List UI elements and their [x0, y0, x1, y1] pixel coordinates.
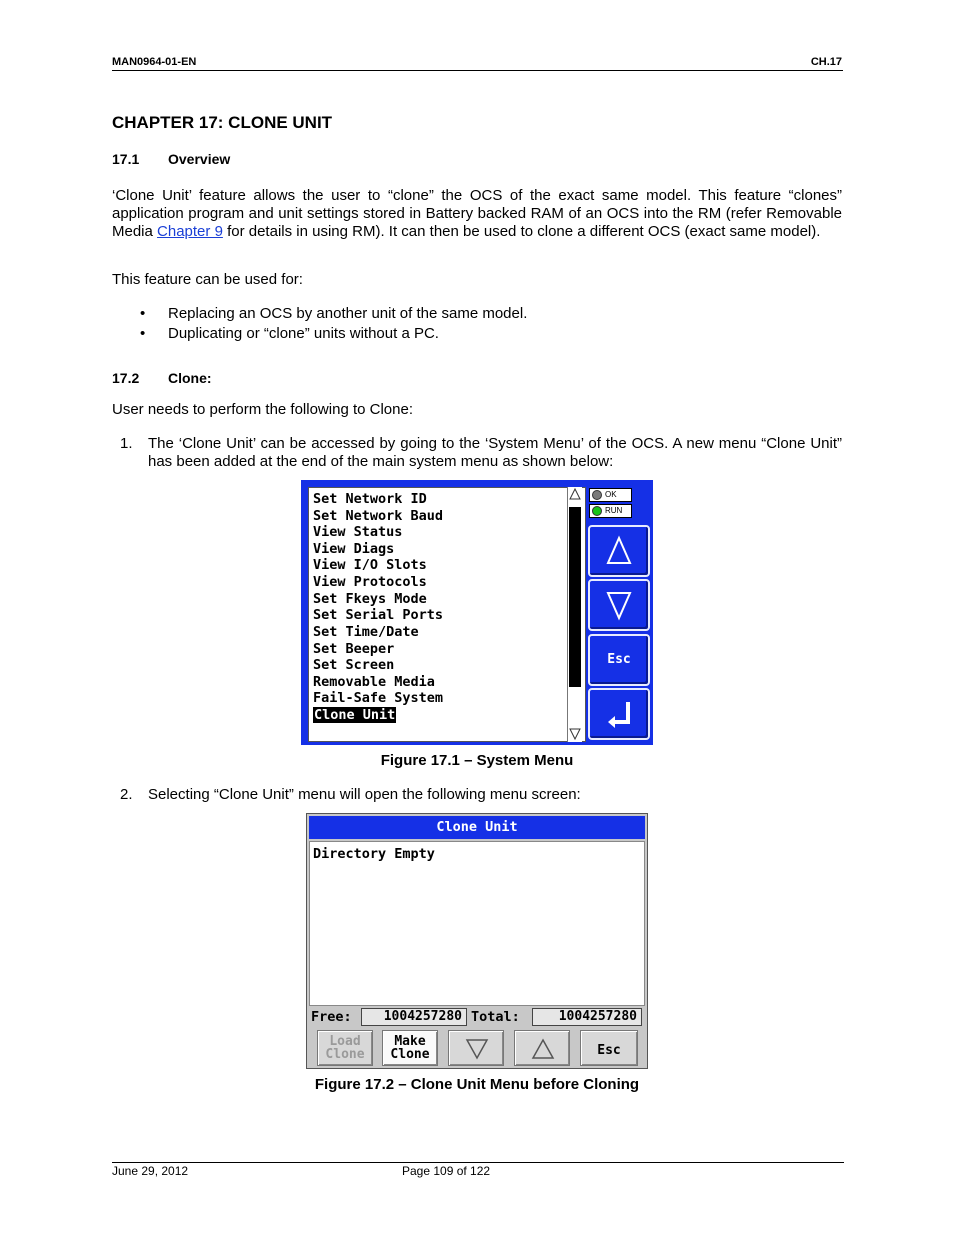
load-clone-line2: Clone — [325, 1047, 365, 1062]
step-number-2: 2. — [120, 786, 133, 803]
menu-item-view-status[interactable]: View Status — [313, 524, 403, 540]
overview-text-2: for details in using RM). It can then be used to clone a different OCS (exact same model). — [222, 223, 821, 240]
section-heading-overview — [112, 151, 230, 167]
menu-item-set-network-id[interactable]: Set Network ID — [313, 491, 427, 507]
directory-status: Directory Empty — [313, 846, 435, 862]
system-menu-figure — [301, 480, 653, 745]
enter-button[interactable] — [588, 688, 650, 740]
clone-esc-label: Esc — [597, 1043, 621, 1058]
menu-item-view-protocols[interactable]: View Protocols — [313, 574, 427, 590]
chapter-tag: CH.17 — [810, 56, 842, 68]
enter-icon — [590, 690, 648, 738]
doc-id: MAN0964-01-EN — [112, 56, 197, 68]
free-value: 1004257280 — [361, 1008, 467, 1026]
section-title: Clone: — [168, 370, 212, 386]
menu-item-set-beeper[interactable]: Set Beeper — [313, 641, 395, 657]
run-indicator — [589, 504, 632, 518]
clone-unit-title: Clone Unit — [309, 816, 645, 839]
ok-led-icon — [592, 490, 602, 500]
section-number: 17.1 — [112, 151, 140, 167]
figure-2-caption: Figure 17.2 – Clone Unit Menu before Cloning — [314, 1076, 640, 1093]
menu-item-clone-unit[interactable]: Clone Unit — [314, 707, 396, 723]
esc-button[interactable] — [588, 634, 650, 686]
footer-date: June 29, 2012 — [112, 1164, 189, 1178]
section-title: Overview — [168, 151, 231, 167]
load-clone-button[interactable] — [317, 1030, 373, 1066]
footer-rule — [112, 1162, 844, 1163]
make-clone-line1: Make — [394, 1034, 426, 1049]
menu-item-set-screen[interactable]: Set Screen — [313, 657, 395, 673]
bullet-dot: • — [140, 325, 146, 342]
make-clone-button[interactable] — [382, 1030, 438, 1066]
menu-item-set-network-baud[interactable]: Set Network Baud — [313, 508, 444, 524]
menu-item-view-diags[interactable]: View Diags — [313, 541, 395, 557]
bullet-list — [0, 305, 954, 345]
menu-item-set-fkeys-mode[interactable]: Set Fkeys Mode — [313, 591, 427, 607]
up-arrow-icon — [590, 527, 648, 575]
menu-item-removable-media[interactable]: Removable Media — [313, 674, 435, 690]
uses-intro: This feature can be used for: — [112, 271, 303, 288]
up-button[interactable] — [514, 1030, 570, 1066]
bullet-text: Duplicating or “clone” units without a PC. — [168, 325, 439, 342]
scroll-thumb[interactable] — [569, 507, 581, 687]
section-number: 17.2 — [112, 370, 140, 386]
run-label: RUN — [605, 506, 623, 515]
bullet-text: Replacing an OCS by another unit of the same model. — [168, 305, 528, 322]
footer-page-number: Page 109 of 122 — [402, 1164, 491, 1178]
menu-item-set-time-date[interactable]: Set Time/Date — [313, 624, 419, 640]
triangle-up-icon[interactable] — [568, 487, 582, 501]
load-clone-line1: Load — [329, 1034, 361, 1049]
clone-directory-panel — [309, 841, 645, 1006]
ok-indicator — [589, 488, 632, 502]
step-text-2: Selecting “Clone Unit” menu will open the following menu screen: — [148, 786, 581, 803]
step-number-1: 1. — [120, 435, 133, 452]
figure-1-caption: Figure 17.1 – System Menu — [380, 752, 574, 769]
list-item — [0, 305, 954, 325]
total-label: Total: — [471, 1009, 520, 1025]
menu-item-set-serial-ports[interactable]: Set Serial Ports — [313, 607, 444, 623]
down-arrow-button[interactable] — [588, 579, 650, 631]
down-button[interactable] — [448, 1030, 504, 1066]
bullet-dot: • — [140, 305, 146, 322]
esc-label: Esc — [607, 652, 631, 667]
section-heading-clone — [112, 370, 212, 386]
system-menu-list — [308, 487, 586, 742]
up-arrow-button[interactable] — [588, 525, 650, 577]
menu-item-view-io-slots[interactable]: View I/O Slots — [313, 557, 427, 573]
header-rule — [112, 70, 843, 71]
total-value: 1004257280 — [532, 1008, 642, 1026]
make-clone-line2: Clone — [390, 1047, 430, 1062]
triangle-down-icon[interactable] — [568, 727, 582, 741]
free-label: Free: — [311, 1009, 352, 1025]
overview-text-1: ‘Clone Unit’ feature allows the user to “clone” the OCS of the exact same model. This feature “clones” application program and unit settings stored in Battery backed RAM of an OCS into the RM (refer Removable Media — [112, 187, 842, 240]
down-triangle-icon — [449, 1031, 505, 1067]
overview-paragraph — [112, 187, 842, 241]
clone-unit-figure — [306, 813, 648, 1069]
clone-esc-button[interactable] — [580, 1030, 638, 1066]
menu-scrollbar[interactable] — [567, 487, 582, 742]
ok-label: OK — [605, 490, 617, 499]
run-led-icon — [592, 506, 602, 516]
up-triangle-icon — [515, 1031, 571, 1067]
menu-item-fail-safe-system[interactable]: Fail-Safe System — [313, 690, 444, 706]
step-text-1: The ‘Clone Unit’ can be accessed by going to the ‘System Menu’ of the OCS. A new menu “Clone Unit” has been added at the end of the main system menu as shown below: — [148, 435, 842, 470]
list-item — [0, 325, 954, 345]
chapter-title: CHAPTER 17: CLONE UNIT — [112, 113, 333, 132]
chapter-9-link[interactable]: Chapter 9 — [157, 223, 223, 240]
clone-intro: User needs to perform the following to Clone: — [112, 401, 413, 418]
down-arrow-icon — [590, 581, 648, 629]
